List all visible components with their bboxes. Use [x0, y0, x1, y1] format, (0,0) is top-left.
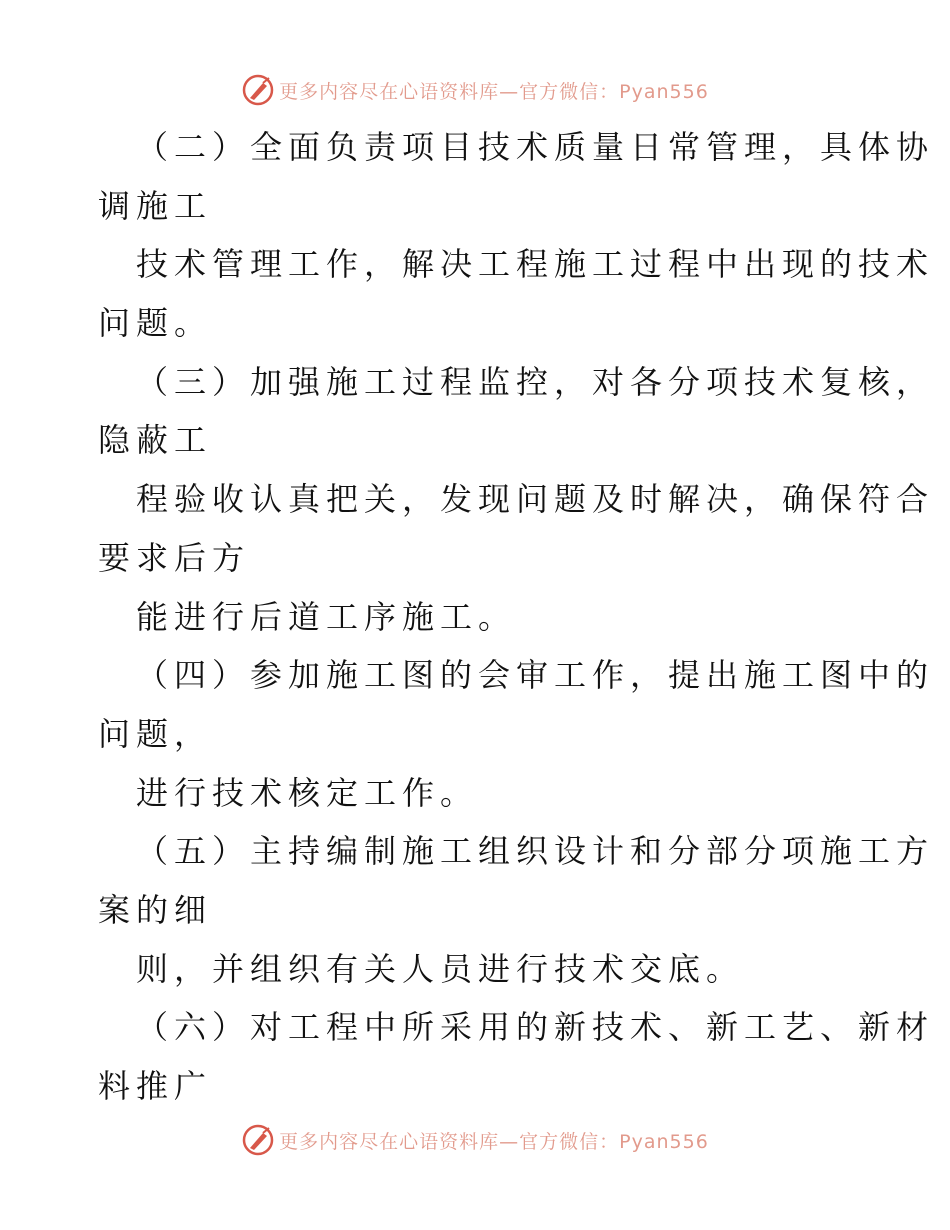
- text-line: （六）对工程中所采用的新技术、新工艺、新材: [136, 1008, 935, 1047]
- quill-logo-icon: [241, 73, 275, 107]
- text-line: 隐蔽工: [98, 421, 213, 460]
- text-line: 则，并组织有关人员进行技术交底。: [136, 949, 745, 988]
- text-line: 进行技术核定工作。: [136, 773, 479, 812]
- text-line: 能进行后道工序施工。: [136, 597, 517, 636]
- text-line: 技术管理工作，解决工程施工过程中出现的技术: [136, 245, 935, 284]
- watermark-banner-top: [0, 70, 950, 110]
- document-body: [98, 118, 935, 1116]
- text-line: （二）全面负责项目技术质量日常管理，具体协: [136, 128, 935, 166]
- watermark-banner-bottom: [0, 1120, 950, 1160]
- text-line: 问题。: [98, 304, 213, 343]
- text-line: 问题，: [98, 714, 213, 753]
- text-line: （三）加强施工过程监控，对各分项技术复核，: [136, 362, 935, 401]
- text-line: 程验收认真把关，发现问题及时解决，确保符合: [136, 480, 935, 519]
- text-line: 案的细: [98, 890, 213, 929]
- quill-logo-icon: [241, 1123, 275, 1157]
- text-line: 调施工: [98, 186, 213, 225]
- text-line: 要求后方: [98, 538, 251, 577]
- watermark-text: 更多内容尽在心语资料库—官方微信：Pyan556: [279, 80, 709, 103]
- text-line: （五）主持编制施工组织设计和分部分项施工方: [136, 832, 935, 871]
- watermark-text: 更多内容尽在心语资料库—官方微信：Pyan556: [279, 1130, 709, 1153]
- text-line: （四）参加施工图的会审工作，提出施工图中的: [136, 656, 935, 695]
- text-line: 料推广: [98, 1067, 213, 1105]
